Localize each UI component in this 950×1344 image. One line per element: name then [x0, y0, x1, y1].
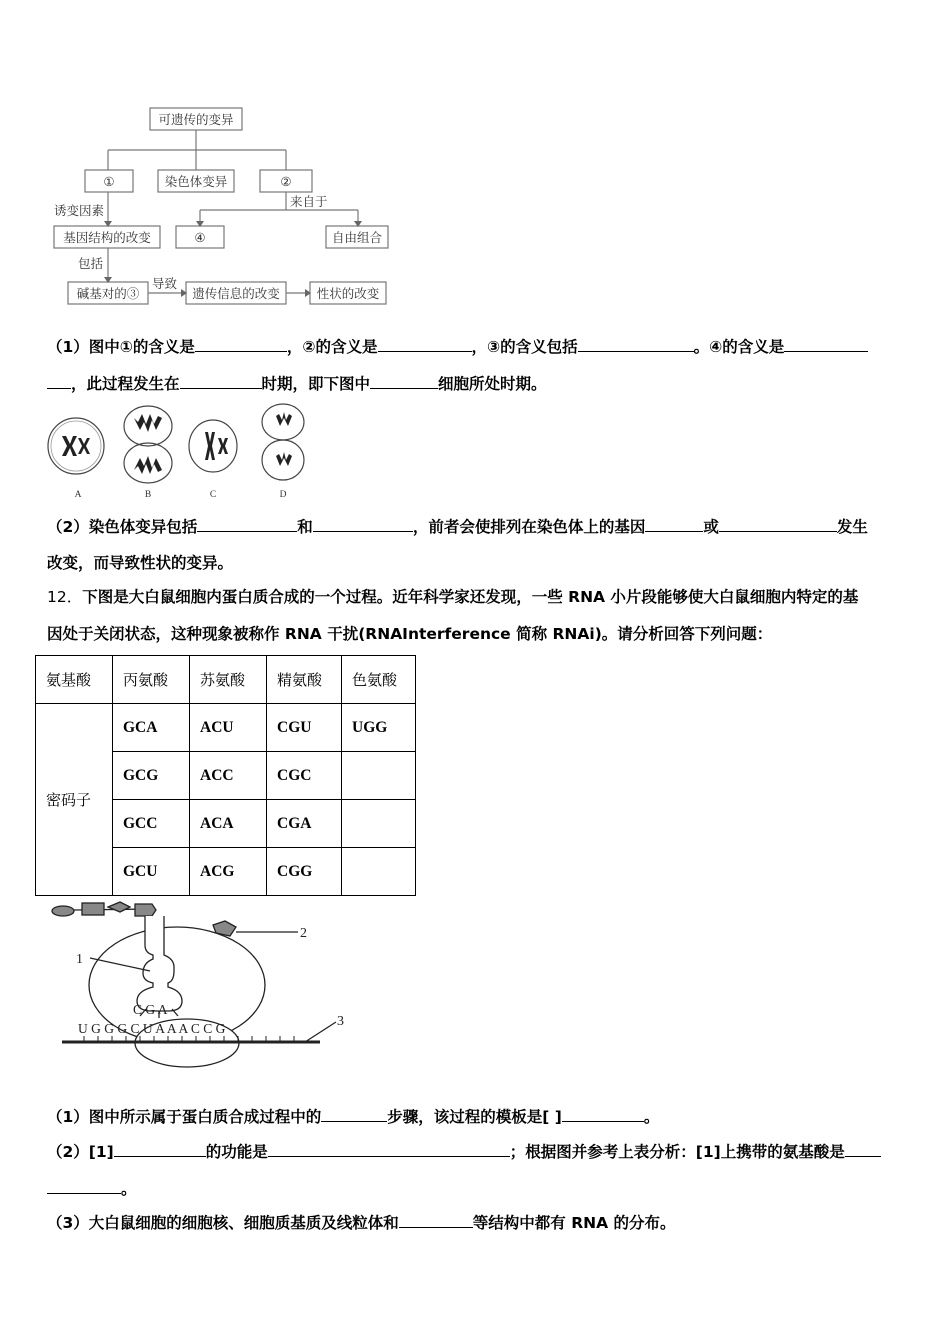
- answer-blank[interactable]: [562, 1106, 644, 1122]
- answer-blank[interactable]: [180, 373, 262, 389]
- cell-label-d: D: [279, 490, 287, 500]
- flow-box-4: ④: [194, 230, 206, 245]
- flow-box-trait: 性状的改变: [316, 286, 380, 301]
- q11-text: 。④的含义是: [693, 338, 785, 356]
- q11-part1-line1: [47, 336, 868, 357]
- answer-blank[interactable]: [313, 516, 413, 532]
- question-number: 12．: [47, 588, 83, 606]
- table-header-row: [36, 656, 416, 704]
- translation-diagram: [40, 895, 370, 1075]
- q12-sub1: [47, 1106, 659, 1127]
- q12-text: 。: [121, 1180, 137, 1198]
- q12-sub3: [47, 1212, 676, 1233]
- answer-blank[interactable]: [47, 1178, 121, 1194]
- q11-text: ，③的含义包括: [471, 338, 578, 356]
- q12-text: ；根据图并参考上表分析：[1]上携带的氨基酸是: [509, 1143, 845, 1161]
- q12-intro-line2: [47, 624, 772, 644]
- cell-label-b: B: [144, 490, 152, 500]
- q11-text: 改变，而导致性状的变异。: [47, 554, 234, 572]
- q11-text: ，前者会使排列在染色体上的基因: [412, 518, 646, 536]
- q11-text: 细胞所处时期。: [438, 375, 547, 393]
- flow-box-free: 自由组合: [331, 230, 383, 245]
- answer-blank[interactable]: [47, 373, 71, 389]
- diagram-label-1: 1: [76, 952, 83, 967]
- table-cell: ACC: [190, 752, 267, 800]
- cell-label-a: A: [74, 490, 82, 500]
- q12-text: （3）大白鼠细胞的细胞核、细胞质基质及线粒体和: [47, 1214, 399, 1232]
- q11-text: 时期，即下图中: [261, 375, 371, 393]
- table-cell: GCG: [113, 752, 190, 800]
- table-cell: CGG: [267, 848, 342, 896]
- flow-box-1: ①: [103, 174, 115, 189]
- table-cell: ACG: [190, 848, 267, 896]
- table-cell: [342, 752, 416, 800]
- answer-blank[interactable]: [645, 516, 703, 532]
- diagram-label-2: 2: [300, 926, 307, 941]
- table-cell: CGU: [267, 704, 342, 752]
- table-header-cell: 色氨酸: [342, 656, 416, 704]
- q12-text: 步骤，该过程的模板是[ ]: [387, 1108, 562, 1126]
- q12-intro-text: 下图是大白鼠细胞内蛋白质合成的一个过程。近年科学家还发现，一些 RNA 小片段能够使大白鼠细胞内特定的基: [82, 588, 859, 606]
- q12-intro-line1: [47, 587, 858, 607]
- q11-text: （2）染色体变异包括: [47, 518, 198, 536]
- table-cell: GCC: [113, 800, 190, 848]
- table-cell: ACA: [190, 800, 267, 848]
- answer-blank[interactable]: [784, 336, 868, 352]
- answer-blank[interactable]: [845, 1141, 881, 1157]
- q12-text: （2）[1]: [47, 1143, 114, 1161]
- q12-text: （1）图中所示属于蛋白质合成过程中的: [47, 1108, 322, 1126]
- answer-blank[interactable]: [370, 373, 438, 389]
- table-cell: [342, 800, 416, 848]
- answer-blank[interactable]: [268, 1141, 510, 1157]
- answer-blank[interactable]: [195, 336, 287, 352]
- mrna-sequence: U G G G C U A A A C C G: [78, 1021, 226, 1036]
- q11-part2-line2: [47, 553, 233, 573]
- cell-division-figures: [40, 400, 320, 505]
- q12-sub2-line2: [47, 1178, 137, 1199]
- answer-blank[interactable]: [578, 336, 694, 352]
- q11-text: （1）图中①的含义是: [47, 338, 195, 356]
- q11-text: 或: [703, 518, 719, 536]
- q12-text: 。: [643, 1108, 660, 1126]
- anticodon-label: C G A: [133, 1002, 168, 1017]
- flow-label-mutagen: 诱变因素: [54, 203, 105, 218]
- flow-root: 可遗传的变异: [158, 112, 234, 127]
- flow-label-lead: 导致: [152, 276, 178, 291]
- flow-box-base: 碱基对的③: [76, 286, 140, 301]
- q11-text: ，此过程发生在: [71, 375, 180, 393]
- table-header-cell: 苏氨酸: [190, 656, 267, 704]
- answer-blank[interactable]: [321, 1106, 387, 1122]
- q12-intro-text: 因处于关闭状态，这种现象被称作 RNA 干扰(RNAInterference 简称 RNAi)。请分析回答下列问题：: [47, 625, 773, 643]
- variation-flowchart: [40, 100, 410, 315]
- answer-blank[interactable]: [197, 516, 297, 532]
- table-cell: [342, 848, 416, 896]
- table-header-cell: 氨基酸: [36, 656, 113, 704]
- q11-text: 和: [297, 518, 313, 536]
- answer-blank[interactable]: [114, 1141, 206, 1157]
- answer-blank[interactable]: [719, 516, 837, 532]
- row-label-codon: 密码子: [36, 704, 113, 896]
- table-header-cell: 精氨酸: [267, 656, 342, 704]
- table-cell: UGG: [342, 704, 416, 752]
- table-cell: CGA: [267, 800, 342, 848]
- table-row: [36, 704, 416, 752]
- q11-text: 发生: [836, 518, 868, 536]
- flow-box-2: ②: [280, 174, 292, 189]
- q11-part1-line2: [47, 373, 547, 394]
- flow-label-from: 来自于: [290, 194, 328, 209]
- table-cell: GCU: [113, 848, 190, 896]
- diagram-label-3: 3: [337, 1014, 344, 1029]
- flow-box-chrom: 染色体变异: [164, 174, 228, 189]
- cell-label-c: C: [209, 490, 217, 500]
- table-cell: GCA: [113, 704, 190, 752]
- flow-label-include: 包括: [78, 256, 104, 271]
- answer-blank[interactable]: [399, 1212, 473, 1228]
- q11-part2-line1: [47, 516, 868, 537]
- answer-blank[interactable]: [378, 336, 472, 352]
- table-header-cell: 丙氨酸: [113, 656, 190, 704]
- q12-text: 等结构中都有 RNA 的分布。: [472, 1214, 676, 1232]
- flow-box-info: 遗传信息的改变: [192, 286, 280, 301]
- table-cell: ACU: [190, 704, 267, 752]
- q12-text: 的功能是: [205, 1143, 268, 1161]
- q12-sub2-line1: [47, 1141, 881, 1162]
- codon-table: [35, 655, 416, 896]
- flow-box-gene-struct: 基因结构的改变: [63, 230, 151, 245]
- table-cell: CGC: [267, 752, 342, 800]
- q11-text: ，②的含义是: [286, 338, 378, 356]
